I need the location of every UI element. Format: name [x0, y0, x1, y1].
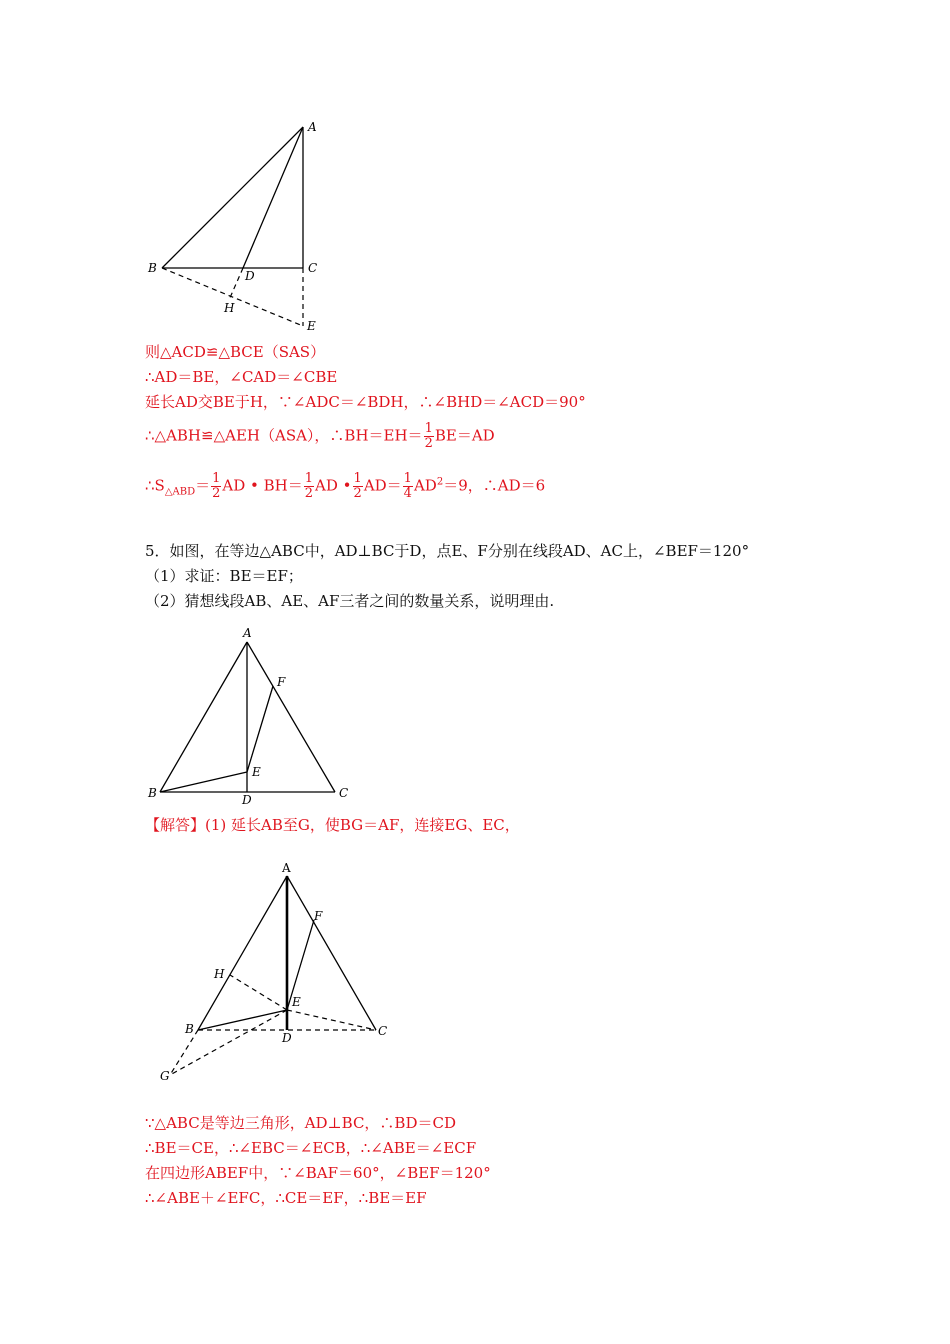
fig1-dash-dh: [229, 268, 243, 300]
sol4-line-2: ∴AD＝BE，∠CAD＝∠CBE: [145, 368, 338, 386]
fig1-label-e: E: [307, 319, 316, 333]
fig2-label-a: A: [243, 626, 252, 640]
sol4-line-4-pre: ∴△ABH≌△AEH（ASA），∴BH＝EH＝: [145, 426, 423, 445]
sol4-line-5: [145, 472, 545, 503]
fig3-label-h: H: [214, 967, 225, 981]
fraction-numerator: 1: [212, 471, 221, 486]
expr-part: AD •: [315, 476, 352, 495]
q5-stem: 5．如图，在等边△ABC中，AD⊥BC于D，点E、F分别在线段AD、AC上，∠BEF＝120°: [145, 542, 750, 560]
figure-3: [150, 860, 400, 1090]
fig3-dash-bg: [170, 1030, 198, 1075]
fig3-label-d: D: [282, 1031, 292, 1045]
fraction-numerator: 1: [353, 471, 362, 486]
area-symbol: ∴S: [145, 476, 165, 495]
fraction-denominator: 2: [304, 486, 314, 501]
fig3-label-e: E: [292, 995, 301, 1009]
fig1-dash-be: [162, 268, 303, 326]
fig2-label-b: B: [148, 786, 157, 800]
figure-2: [140, 620, 360, 810]
fraction-half: [353, 472, 363, 501]
fig3-dash-eg: [170, 1010, 287, 1075]
fraction-numerator: 1: [403, 471, 412, 486]
fraction-half: [424, 422, 434, 451]
fig2-segment-ef: [247, 686, 273, 772]
fraction-numerator: 1: [424, 421, 433, 436]
fig1-segment-ad: [243, 127, 303, 268]
answer-line: [145, 815, 520, 835]
answer-text: (1) 延长AB至G，使BG＝AF，连接EG、EC，: [205, 816, 520, 834]
fig1-label-c: C: [308, 261, 318, 275]
fig2-label-e: E: [252, 765, 261, 779]
fig3-label-c: C: [378, 1024, 388, 1038]
fig2-label-d: D: [242, 793, 252, 807]
sol5-line-3: 在四边形ABEF中，∵∠BAF＝60°，∠BEF＝120°: [145, 1164, 491, 1182]
sol5-line-2: ∴BE＝CE，∴∠EBC＝∠ECB，∴∠ABE＝∠ECF: [145, 1139, 477, 1157]
fig3-label-a: A: [282, 861, 291, 875]
sol4-line-4-post: BE＝AD: [434, 426, 495, 445]
fig1-side-ab: [162, 127, 303, 268]
fraction-half: [304, 472, 314, 501]
fraction-denominator: 4: [403, 486, 412, 501]
sol5-line-1: ∵△ABC是等边三角形，AD⊥BC，∴BD＝CD: [145, 1114, 456, 1132]
fig2-label-c: C: [339, 786, 349, 800]
fig3-dash-ec: [287, 1010, 376, 1030]
fraction-numerator: 1: [304, 471, 314, 486]
sol4-line-4: [145, 422, 495, 451]
fraction-quarter: [403, 472, 413, 501]
fig1-label-d: D: [245, 269, 255, 283]
fig3-label-g: G: [160, 1069, 170, 1083]
sol5-line-4: ∴∠ABE＋∠EFC，∴CE＝EF，∴BE＝EF: [145, 1189, 427, 1207]
answer-tag: 【解答】: [145, 816, 206, 834]
fig3-dash-eh: [230, 975, 287, 1010]
expr-part: ＝9，∴AD＝6: [443, 476, 546, 495]
fig2-segment-be: [160, 772, 247, 792]
expr-part: AD: [413, 476, 437, 495]
q5-part-2: （2）猜想线段AB、AE、AF三者之间的数量关系，说明理由.: [145, 592, 555, 610]
fraction-denominator: 2: [353, 486, 362, 501]
fig1-label-h: H: [224, 301, 235, 315]
expr-part: AD＝: [363, 476, 402, 495]
fraction-denominator: 2: [212, 486, 221, 501]
fraction-denominator: 2: [424, 436, 433, 451]
fig3-side-ab: [198, 876, 287, 1030]
q5-part-1: （1）求证：BE＝EF；: [145, 567, 303, 585]
fig2-side-ab: [160, 642, 247, 792]
equals-sign: ＝: [195, 476, 211, 495]
expr-part: AD • BH＝: [222, 476, 303, 495]
fig1-label-b: B: [148, 261, 157, 275]
sol4-line-1: 则△ACD≌△BCE（SAS）: [145, 343, 326, 361]
area-subscript: △ABD: [164, 486, 196, 498]
fig1-label-a: A: [308, 120, 317, 134]
fig3-label-f: F: [314, 909, 323, 923]
fig3-label-b: B: [185, 1022, 194, 1036]
fraction-half: [211, 472, 221, 501]
sol4-line-3: 延长AD交BE于H，∵∠ADC＝∠BDH，∴∠BHD＝∠ACD＝90°: [145, 393, 586, 411]
fig2-label-f: F: [277, 675, 286, 689]
fig3-segment-be: [198, 1010, 287, 1030]
figure-1: [140, 115, 340, 340]
exponent: 2: [436, 476, 444, 488]
